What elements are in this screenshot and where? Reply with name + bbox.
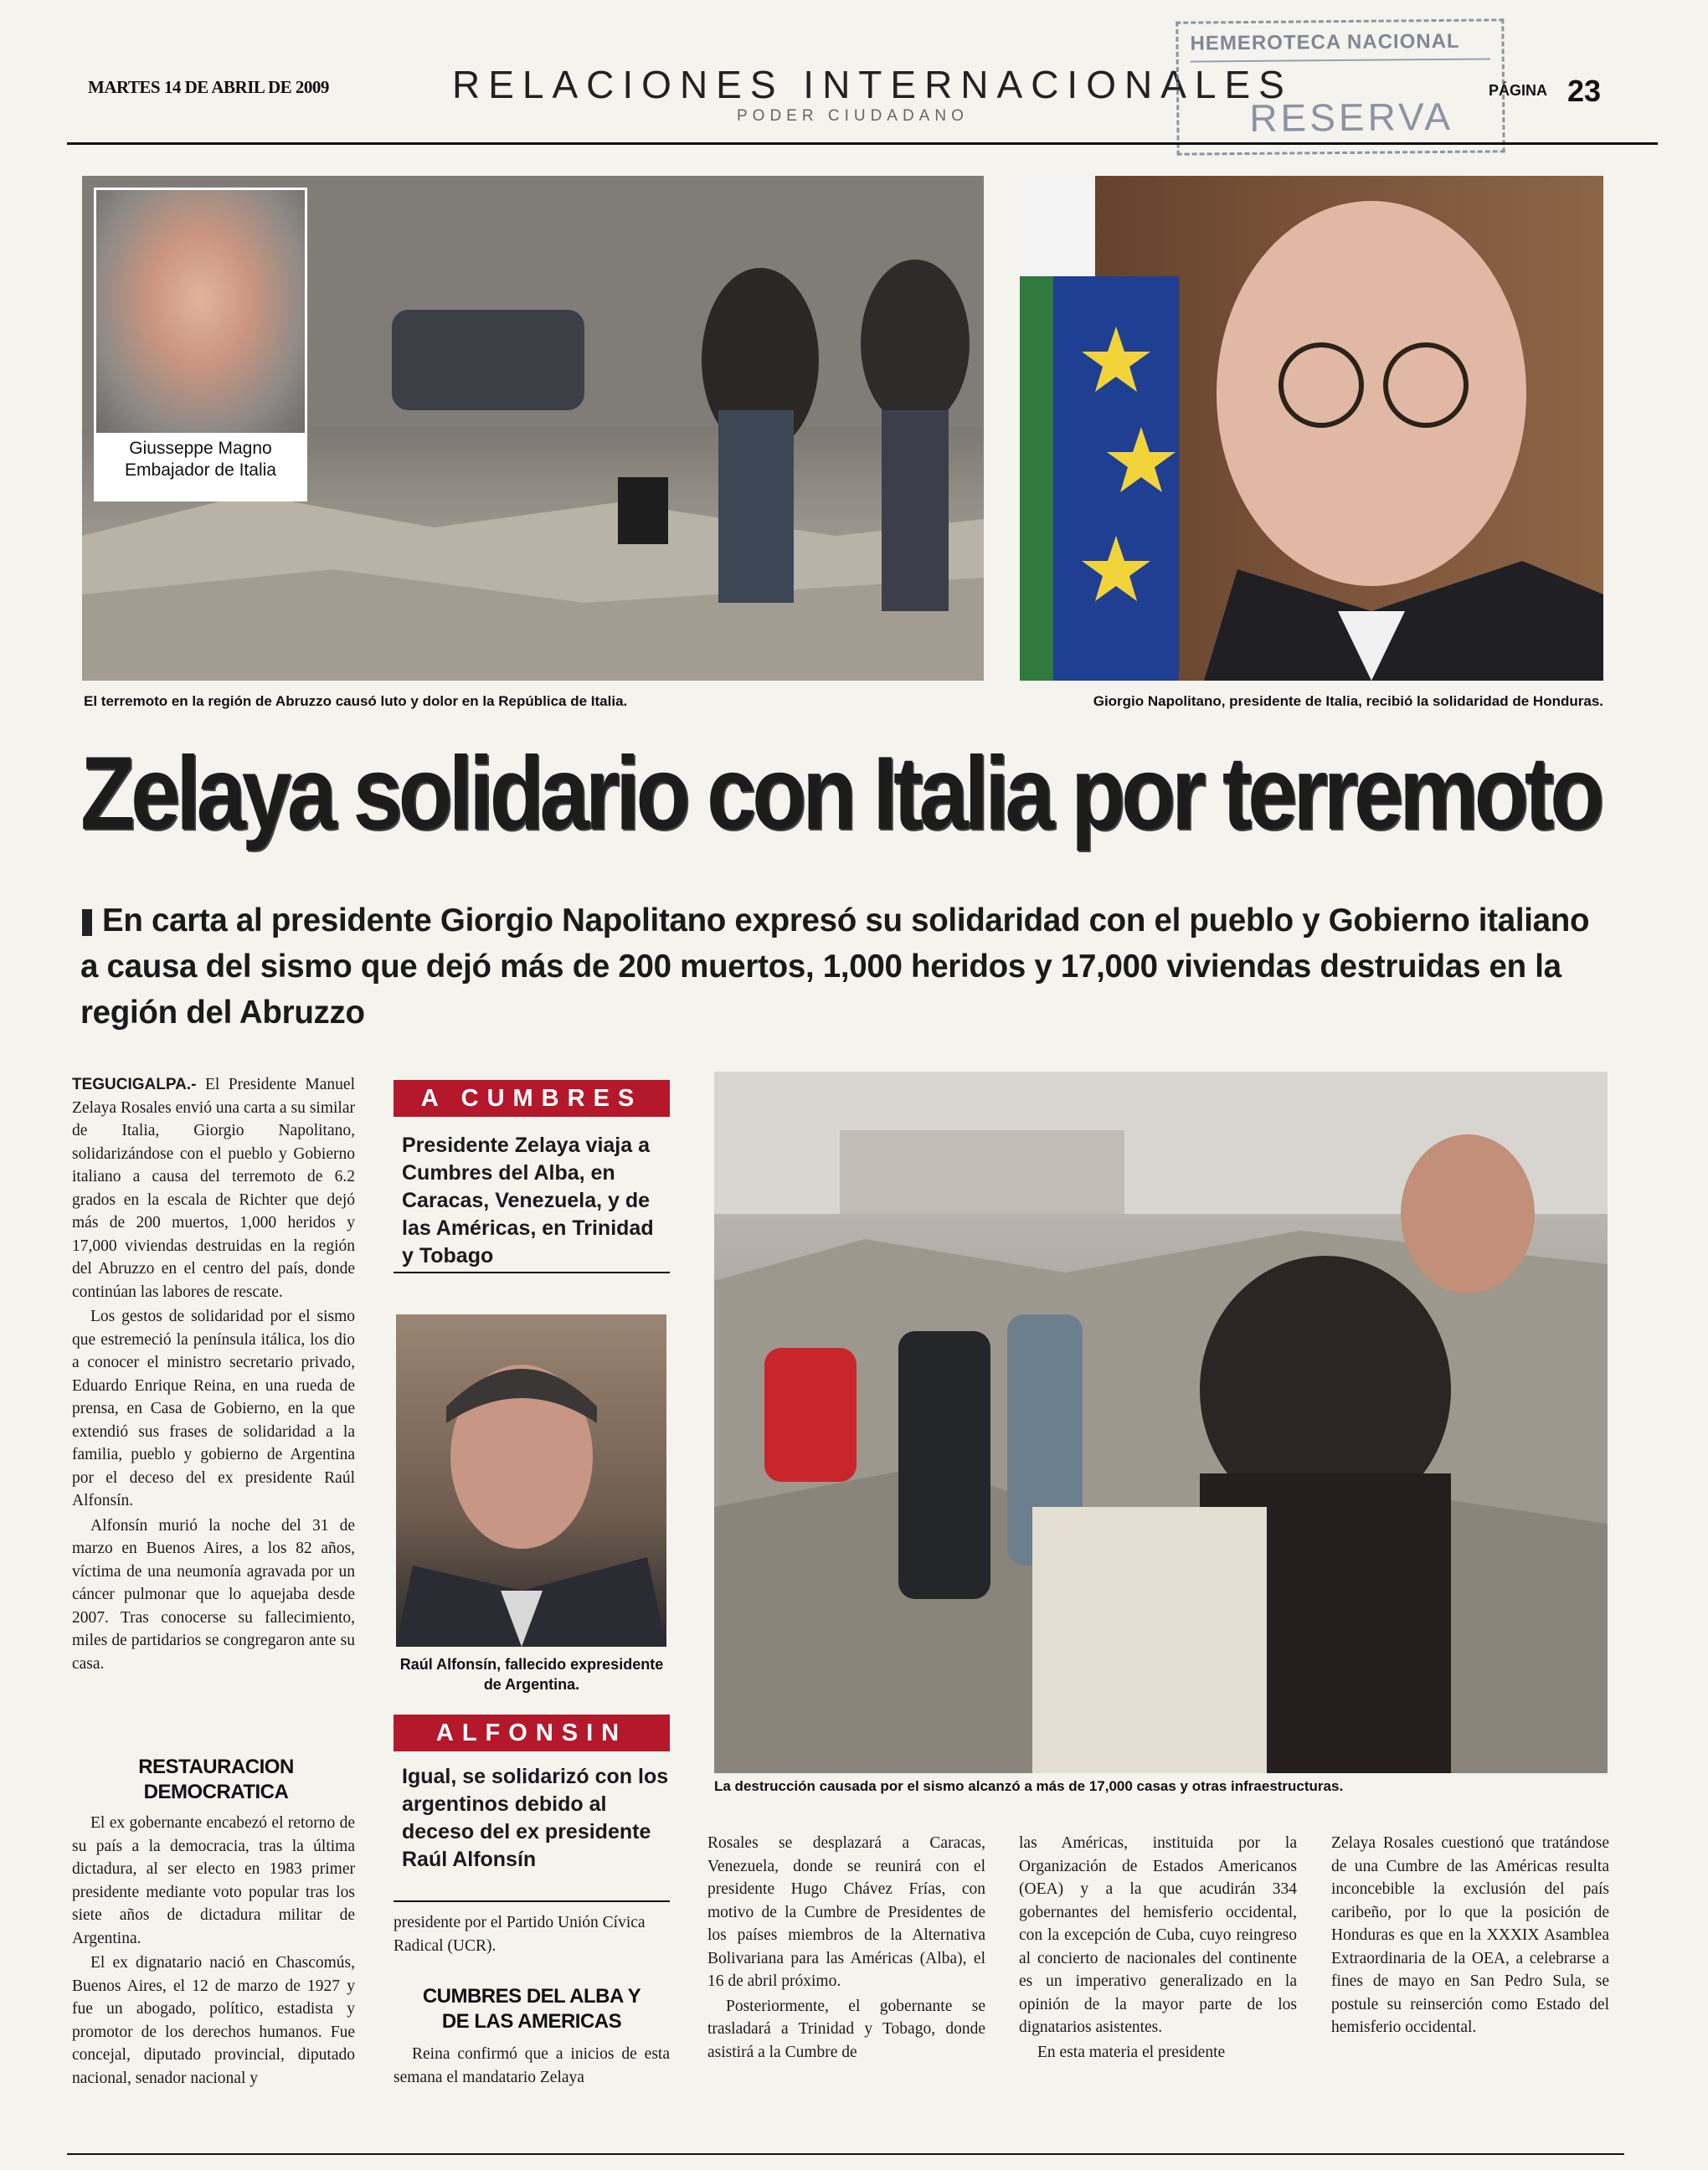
destruction-photo (714, 1072, 1608, 1773)
article-paragraph-1: El Presidente Manuel Zelaya Rosales envió una carta a su similar de Italia, Giorgio Napolitano, solidarizándose con el pueblo y Gobierno italiano a causa del terremoto de 6.2 grados en la escala de Richter que dejó más de 200 muertos, 1,000 heridos y 17,000 viviendas destruidas en la región del Abruzzo en el centro del país, donde continúan las labores de rescate. (72, 1076, 356, 1301)
article-column-5-paragraph-1: Zelaya Rosales cuestionó que tratándose de una Cumbre de las Américas resulta inconcebible la exclusión del país caribeño, por lo que la posición de Honduras es que en la XXXIX Asamblea Extraordinaria de la OEA, a celebrarse a fines de mayo en San Pedro Sula, se postule su reinserción como Estado del hemisferio occidental. (1331, 1834, 1609, 2036)
ambassador-name: Giusseppe Magno (129, 439, 272, 458)
article-paragraph-2: Los gestos de solidaridad por el sismo que estremeció la península itálica, los dio a conocer el ministro secretario privado, Eduardo Enrique Reina, en una rueda de prensa, en Casa de Gobierno, en la que extendió sus frases de solidaridad a la familia, pueblo y gobierno de Argentina por el deceso del ex presidente Raúl Alfonsín. (72, 1308, 355, 1509)
article-paragraph-6: Reina confirmó que a inicios de esta semana el mandatario Zelaya (394, 2045, 670, 2086)
earthquake-photo (82, 176, 984, 681)
earthquake-caption: El terremoto en la región de Abruzzo causó luto y dolor en la República de Italia. (84, 693, 628, 709)
article-column-2-lower (394, 2043, 670, 2090)
header-rule (67, 142, 1658, 145)
page-number: 23 (1567, 74, 1602, 108)
article-paragraph-5: El ex dignatario nació en Chascomús, Buenos Aires, el 12 de marzo de 1927 y fue un abogado, político, estadista y promotor de los derechos humanos. Fue concejal, diputado provincial, diputado nacional, senador nacional y (72, 1954, 355, 2087)
article-column-3-paragraph-2: Posteriormente, el gobernante se trasladará a Trinidad y Tobago, donde asistirá a la Cumbre de (707, 1997, 985, 2061)
stamp-line-2: RESERVA (1249, 94, 1454, 140)
article-column-2-top: presidente por el Partido Unión Cívica Radical (UCR). (394, 1914, 646, 1955)
article-column-3 (707, 1832, 985, 2065)
cumbres-rule (394, 1272, 670, 1273)
destruction-scene (714, 1072, 1608, 1773)
section-subtitle: PODER CIUDADANO (737, 107, 969, 125)
ambassador-inset (94, 188, 307, 501)
ambassador-portrait (96, 190, 305, 433)
issue-date: MARTES 14 DE ABRIL DE 2009 (88, 77, 329, 97)
subhead-restauracion: RESTAURACION DEMOCRATICA (138, 1756, 294, 1803)
article-paragraph-4: El ex gobernante encabezó el retorno de su país a la democracia, tras la última dictadura, al ser electo en 1983 primer presidente mediante voto popular tras los siete años de dictadura militar de Argentina. (72, 1814, 355, 1947)
archive-stamp (1176, 18, 1505, 155)
napolitano-scene (1020, 176, 1603, 681)
cumbres-text: Presidente Zelaya viaja a Cumbres del Alba, en Caracas, Venezuela, y de las Américas, en Trinidad y Tobago (402, 1134, 654, 1268)
article-column-4 (1019, 1832, 1297, 2065)
article-paragraph-3: Alfonsín murió la noche del 31 de marzo en Buenos Aires, a los 82 años, víctima de una neumonía agravada por un cáncer pulmonar que lo aquejaba desde 2007. Tras conocerse su fallecimiento, miles de partidarios se congregaron ante su casa. (72, 1516, 355, 1673)
destruction-caption: La destrucción causada por el sismo alcanzó a más de 17,000 casas y otras infraestructuras. (714, 1778, 1344, 1794)
stamp-line-1: HEMEROTECA NACIONAL (1190, 29, 1489, 62)
napolitano-photo (1020, 176, 1603, 681)
napolitano-caption: Giorgio Napolitano, presidente de Italia, recibió la solidaridad de Honduras. (1093, 693, 1603, 709)
article-column-5 (1331, 1832, 1609, 2041)
article-column-4-paragraph-1: las Américas, instituida por la Organización de Estados Americanos (OEA) y a la que acudirán 334 gobernantes del hemisferio occidental, con la excepción de Cuba, cuyo reingreso al concierto de nacionales del continente es un imperativo generalizado en la opinión de la mayor parte de los dignatarios asistentes. (1019, 1834, 1297, 2036)
alfonsin-caption: Raúl Alfonsín, fallecido expresidente de Argentina. (399, 1656, 664, 1693)
alfonsin-photo (396, 1314, 666, 1647)
ambassador-title: Embajador de Italia (125, 460, 276, 480)
article-column-1-lower (72, 1812, 355, 2091)
dateline: TEGUCIGALPA.- (72, 1076, 197, 1093)
deck: En carta al presidente Giorgio Napolitano expresó su solidaridad con el pueblo y Gobierno italiano a causa del sismo que dejó más de 200 muertos, 1,000 heridos y 17,000 viviendas destruidas en la región del Abruzzo (80, 902, 1590, 1031)
headline: Zelaya solidario con Italia por terremoto (80, 736, 1601, 851)
article-column-4-paragraph-2: En esta materia el presidente (1037, 2043, 1226, 2061)
subhead-cumbres: CUMBRES DEL ALBA Y DE LAS AMERICAS (422, 1985, 641, 2033)
alfonsin-text: Igual, se solidarizó con los argentinos debido al deceso del ex presidente Raúl Alfonsín (402, 1765, 669, 1871)
cumbres-label: A CUMBRES (394, 1080, 670, 1117)
article-column-1 (72, 1073, 355, 1677)
alfonsin-scene (396, 1314, 666, 1647)
bottom-rule (67, 2153, 1624, 2155)
section-title: RELACIONES INTERNACIONALES (452, 63, 1293, 106)
alfonsin-rule (394, 1900, 670, 1902)
page-label: PÁGINA (1489, 82, 1548, 99)
article-column-2 (394, 1911, 670, 1959)
alfonsin-label: ALFONSIN (394, 1715, 670, 1751)
article-column-3-paragraph-1: Rosales se desplazará a Caracas, Venezuela, donde se reunirá con el presidente Hugo Chávez Frías, con motivo de la Cumbre de Presidentes de los países miembros de la Alternativa Bolivariana para las Américas (Alba), el 16 de abril próximo. (707, 1834, 985, 1990)
